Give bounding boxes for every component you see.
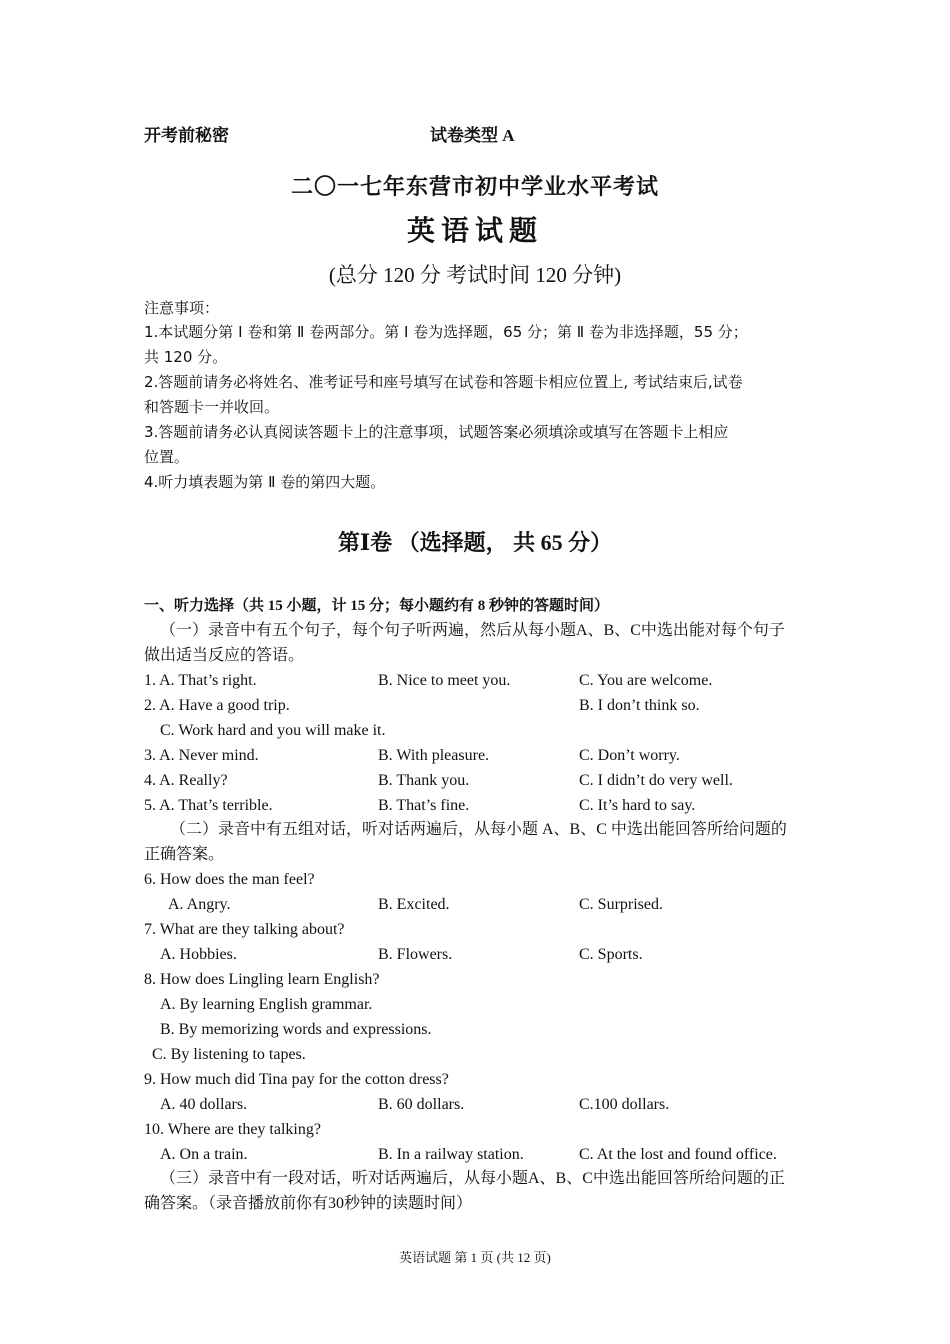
score-time-info: (总分 120 分 考试时间 120 分钟) bbox=[328, 263, 622, 287]
q4-option-c: C. I didn’t do very well. bbox=[579, 772, 733, 789]
q6-option-c: C. Surprised. bbox=[579, 896, 663, 913]
q8-option-c: C. By listening to tapes. bbox=[152, 1046, 306, 1063]
q7-stem: 7. What are they talking about? bbox=[144, 921, 345, 938]
q2-option-b: B. I don’t think so. bbox=[579, 697, 700, 714]
q3-option-a: 3. A. Never mind. bbox=[144, 747, 259, 764]
page-footer: 英语试题 第 1 页 (共 12 页) bbox=[399, 1250, 551, 1265]
section-title: 第Ⅰ卷 （选择题， 共 65 分） bbox=[337, 530, 613, 555]
exam-title: 二〇一七年东营市初中学业水平考试 bbox=[290, 174, 659, 199]
note-line: 共 120 分。 bbox=[144, 348, 228, 366]
part3-intro: （三）录音中有一段对话，听对话两遍后，从每小题A、B、C中选出能回答所给问题的正 bbox=[160, 1170, 785, 1187]
q3-option-c: C. Don’t worry. bbox=[579, 747, 680, 764]
q8-option-a: A. By learning English grammar. bbox=[160, 996, 373, 1013]
q5-option-a: 5. A. That’s terrible. bbox=[144, 797, 273, 814]
q7-option-c: C. Sports. bbox=[579, 946, 643, 963]
note-line: 位置。 bbox=[144, 448, 190, 466]
q2-option-a: 2. A. Have a good trip. bbox=[144, 697, 290, 714]
q10-option-c: C. At the lost and found office. bbox=[579, 1146, 777, 1163]
q6-option-a: A. Angry. bbox=[168, 896, 231, 913]
q9-option-b: B. 60 dollars. bbox=[378, 1096, 465, 1113]
q7-option-b: B. Flowers. bbox=[378, 946, 453, 963]
part2-intro: 正确答案。 bbox=[144, 846, 225, 863]
q7-option-a: A. Hobbies. bbox=[160, 946, 237, 963]
part1-intro: （一）录音中有五个句子，每个句子听两遍，然后从每小题A、B、C中选出能对每个句子 bbox=[160, 622, 785, 639]
q8-option-b: B. By memorizing words and expressions. bbox=[160, 1021, 432, 1038]
confidential-label: 开考前秘密 bbox=[144, 126, 229, 145]
part3-intro: 确答案。（录音播放前你有30秒钟的读题时间） bbox=[144, 1195, 473, 1212]
q6-stem: 6. How does the man feel? bbox=[144, 871, 315, 888]
q1-option-b: B. Nice to meet you. bbox=[378, 672, 511, 689]
q4-option-a: 4. A. Really? bbox=[144, 772, 228, 789]
q9-option-a: A. 40 dollars. bbox=[160, 1096, 248, 1113]
q2-option-c: C. Work hard and you will make it. bbox=[160, 722, 386, 739]
q4-option-b: B. Thank you. bbox=[378, 772, 470, 789]
part2-intro: （二）录音中有五组对话，听对话两遍后，从每小题 A、B、C 中选出能回答所给问题的 bbox=[170, 821, 787, 838]
q10-option-b: B. In a railway station. bbox=[378, 1146, 524, 1163]
q5-option-c: C. It’s hard to say. bbox=[579, 797, 696, 814]
q10-stem: 10. Where are they talking? bbox=[144, 1121, 321, 1138]
q5-option-b: B. That’s fine. bbox=[378, 797, 470, 814]
part1-intro: 做出适当反应的答语。 bbox=[144, 647, 305, 664]
note-line: 2.答题前请务必将姓名、准考证号和座号填写在试卷和答题卡相应位置上, 考试结束后,试卷 bbox=[144, 373, 743, 391]
q9-option-c: C.100 dollars. bbox=[579, 1096, 670, 1113]
note-line: 和答题卡一并收回。 bbox=[144, 398, 280, 416]
paper-type-label: 试卷类型 A bbox=[430, 126, 515, 145]
q3-option-b: B. With pleasure. bbox=[378, 747, 490, 764]
q1-option-c: C. You are welcome. bbox=[579, 672, 713, 689]
part1-heading: 一、听力选择（共 15 小题，计 15 分；每小题约有 8 秒钟的答题时间） bbox=[144, 598, 610, 614]
notes-heading: 注意事项： bbox=[144, 299, 220, 317]
q9-stem: 9. How much did Tina pay for the cotton dress? bbox=[144, 1071, 449, 1088]
subject-title: 英语试题 bbox=[406, 214, 543, 247]
note-line: 3.答题前请务必认真阅读答题卡上的注意事项，试题答案必须填涂或填写在答题卡上相应 bbox=[144, 423, 729, 441]
note-line: 4.听力填表题为第 Ⅱ 卷的第四大题。 bbox=[144, 473, 386, 491]
note-line: 1.本试题分第 Ⅰ 卷和第 Ⅱ 卷两部分。第 Ⅰ 卷为选择题，65 分；第 Ⅱ 卷为非选择题，55 分； bbox=[144, 323, 748, 341]
q6-option-b: B. Excited. bbox=[378, 896, 450, 913]
q10-option-a: A. On a train. bbox=[160, 1146, 248, 1163]
q8-stem: 8. How does Lingling learn English? bbox=[144, 971, 380, 988]
q1-option-a: 1. A. That’s right. bbox=[144, 672, 257, 689]
